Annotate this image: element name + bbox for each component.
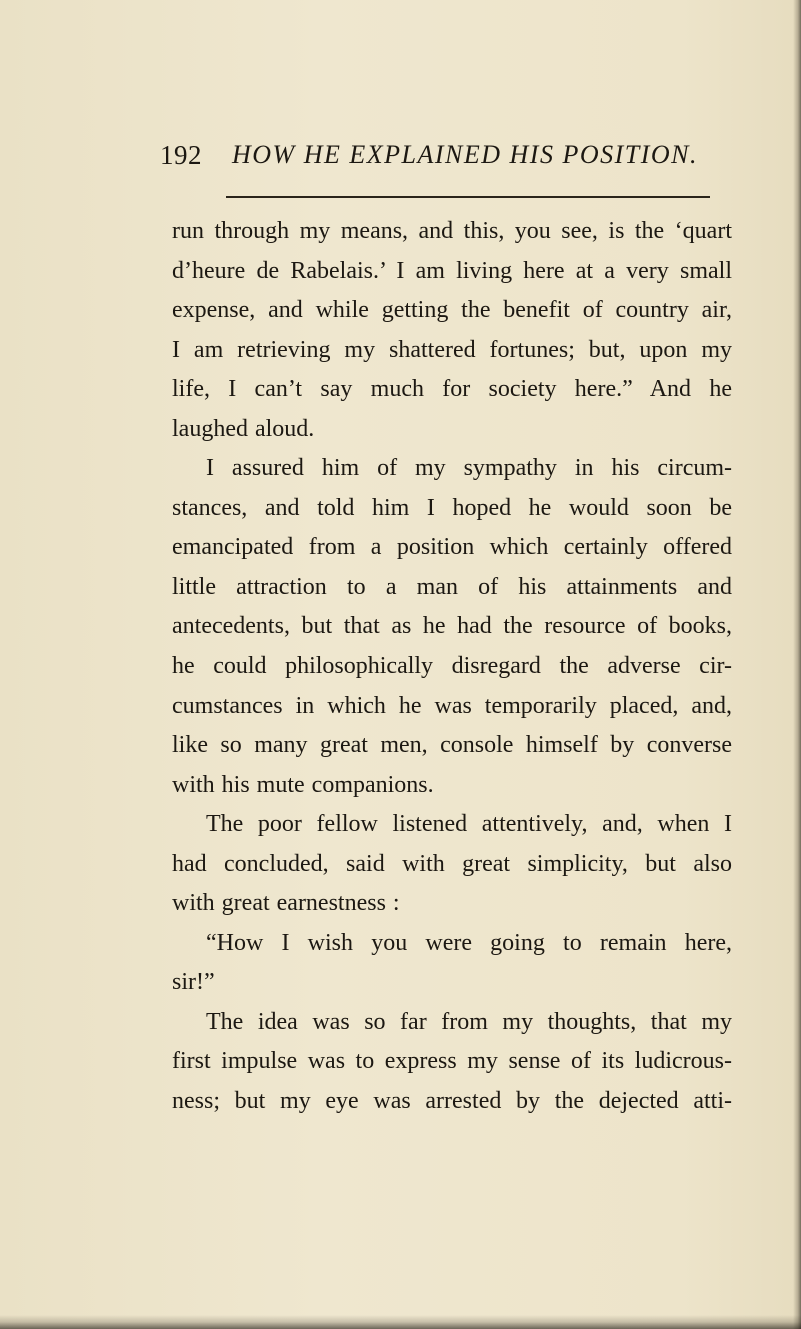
text-line: ness; but my eye was arrested by the dejected atti-: [172, 1088, 732, 1115]
text-line: sir!”: [172, 969, 215, 996]
body-text: [172, 212, 732, 1122]
text-line: had concluded, said with great simplicity, but also: [172, 850, 732, 877]
running-title: HOW HE EXPLAINED HIS POSITION.: [232, 140, 699, 169]
running-head: [160, 140, 720, 180]
text-line: The idea was so far from my thoughts, that my: [206, 1008, 732, 1035]
text-line: he could philosophically disregard the adverse cir-: [172, 653, 732, 680]
text-line: emancipated from a position which certainly offered: [172, 534, 732, 561]
text-line: The poor fellow listened attentively, and, when I: [206, 811, 732, 838]
text-line: expense, and while getting the benefit of country air,: [172, 297, 732, 324]
text-line: laughed aloud.: [172, 415, 315, 442]
text-line: antecedents, but that as he had the resource of books,: [172, 613, 732, 640]
page-right-edge-shadow: [793, 0, 801, 1329]
text-line: with great earnestness :: [172, 890, 400, 917]
text-line: little attraction to a man of his attainments and: [172, 573, 732, 600]
text-line: stances, and told him I hoped he would soon be: [172, 494, 732, 521]
text-line: I assured him of my sympathy in his circum-: [206, 455, 732, 482]
header-rule: [226, 196, 710, 198]
page-number: 192: [160, 140, 202, 170]
text-line: like so many great men, console himself by converse: [172, 732, 732, 759]
text-line: “How I wish you were going to remain here,: [206, 929, 732, 956]
text-line: cumstances in which he was temporarily placed, and,: [172, 692, 732, 719]
text-line: d’heure de Rabelais.’ I am living here at a very small: [172, 257, 732, 284]
text-line: I am retrieving my shattered fortunes; but, upon my: [172, 336, 732, 363]
text-line: first impulse was to express my sense of its ludicrous-: [172, 1048, 732, 1075]
page-bottom-edge-shadow: [0, 1315, 801, 1329]
text-line: with his mute companions.: [172, 771, 434, 798]
text-line: run through my means, and this, you see, is the ‘quart: [172, 218, 732, 244]
text-line: life, I can’t say much for society here.” And he: [172, 376, 732, 403]
